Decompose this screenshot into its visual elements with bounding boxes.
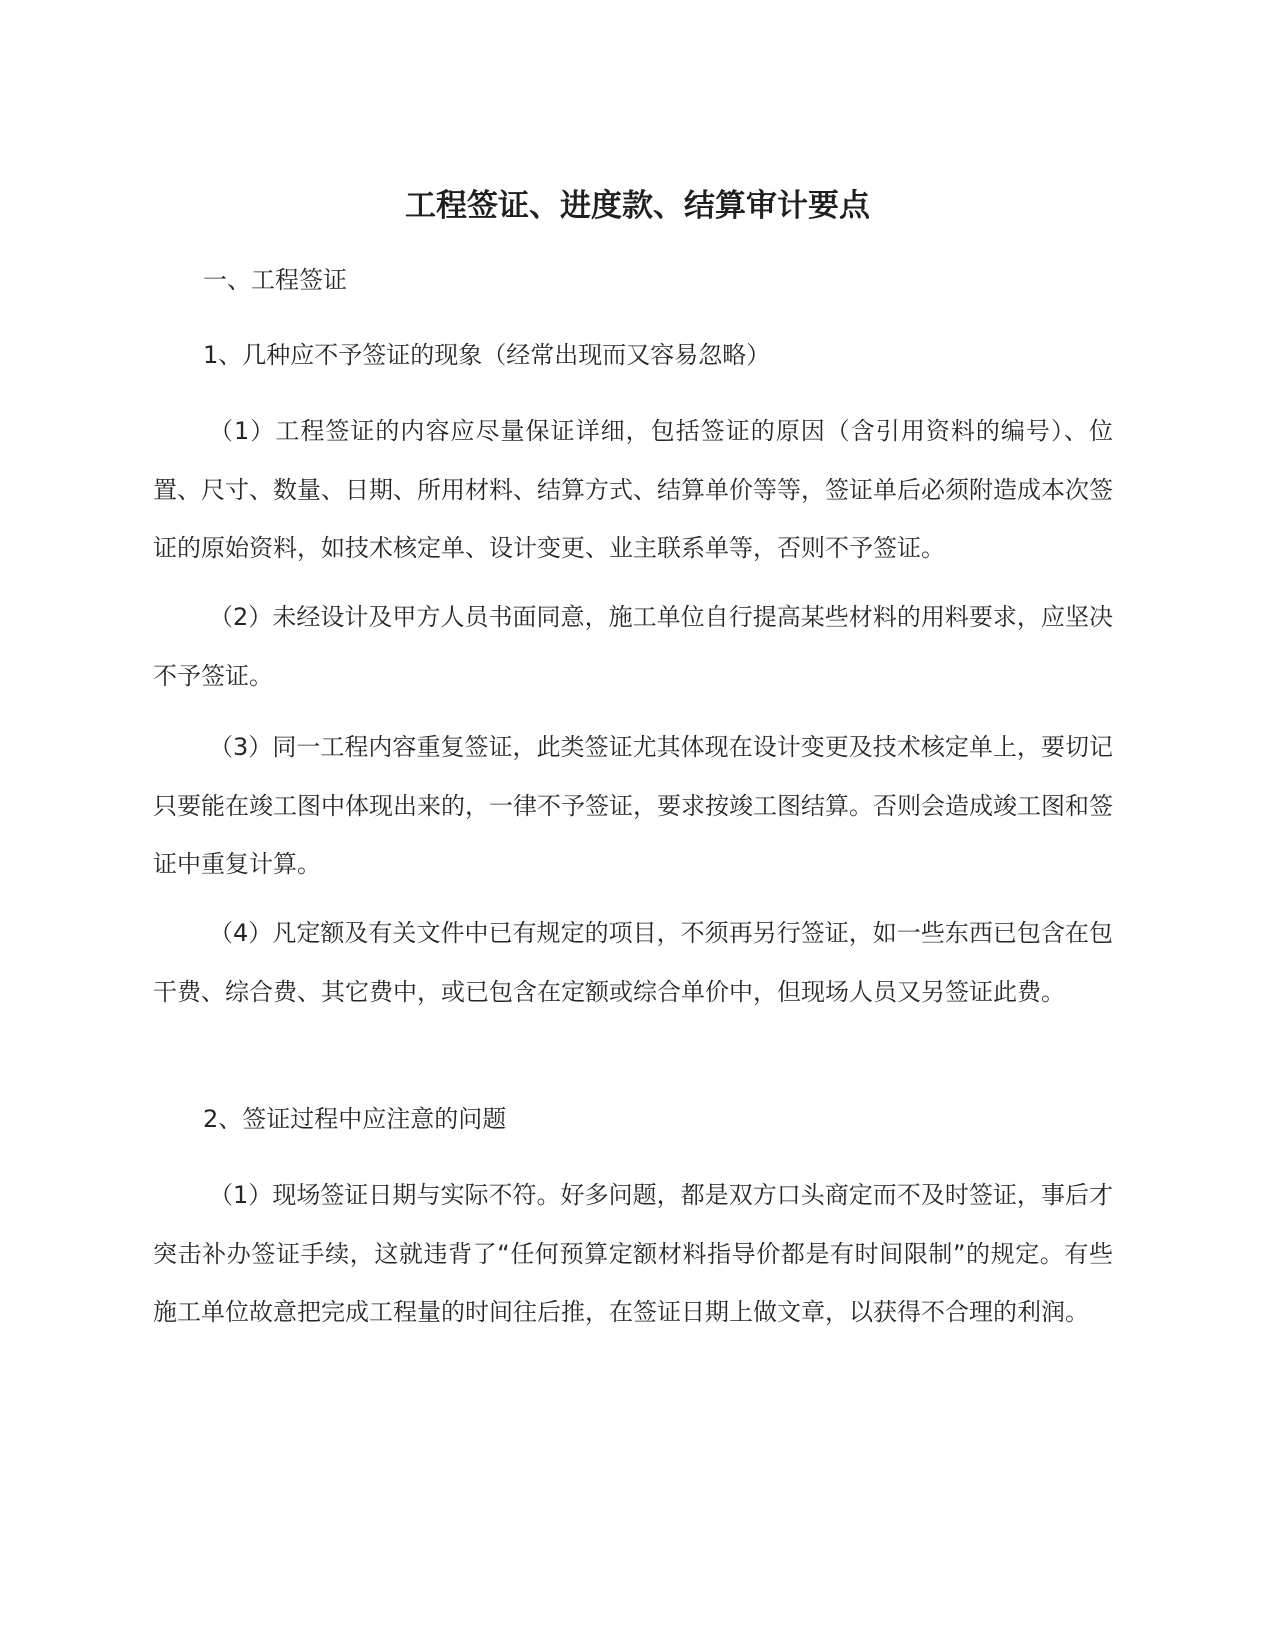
subsection-heading-visa-issues: 2、签证过程中应注意的问题 xyxy=(203,1105,507,1133)
subsection-heading-no-visa-cases: 1、几种应不予签证的现象（经常出现而又容易忽略） xyxy=(203,341,771,369)
paragraph-item-4: （4）凡定额及有关文件中已有规定的项目，不须再另行签证，如一些东西已包含在包干费、综合费、其它费中，或已包含在定额或综合单价中，但现场人员又另签证此费。 xyxy=(153,919,1113,1006)
paragraph-item-3: （3）同一工程内容重复签证，此类签证尤其体现在设计变更及技术核定单上，要切记只要能在竣工图中体现出来的，一律不予签证，要求按竣工图结算。否则会造成竣工图和签证中重复计算。 xyxy=(153,733,1113,878)
section-heading-engineering-visa: 一、工程签证 xyxy=(203,266,347,294)
paragraph-item-1: （1）工程签证的内容应尽量保证详细，包括签证的原因（含引用资料的编号）、位置、尺寸、数量、日期、所用材料、结算方式、结算单价等等，签证单后必须附造成本次签证的原始资料，如技术核定单、设计变更、业主联系单等，否则不予签证。 xyxy=(153,417,1113,562)
document-title: 工程签证、进度款、结算审计要点 xyxy=(405,188,870,224)
paragraph-item-2: （2）未经设计及甲方人员书面同意，施工单位自行提高某些材料的用料要求，应坚决不予签证。 xyxy=(153,603,1113,690)
paragraph-item-5: （1）现场签证日期与实际不符。好多问题，都是双方口头商定而不及时签证，事后才突击补办签证手续，这就违背了“任何预算定额材料指导价都是有时间限制”的规定。有些施工单位故意把完成工程量的时间往后推，在签证日期上做文章，以获得不合理的利润。 xyxy=(153,1181,1113,1326)
